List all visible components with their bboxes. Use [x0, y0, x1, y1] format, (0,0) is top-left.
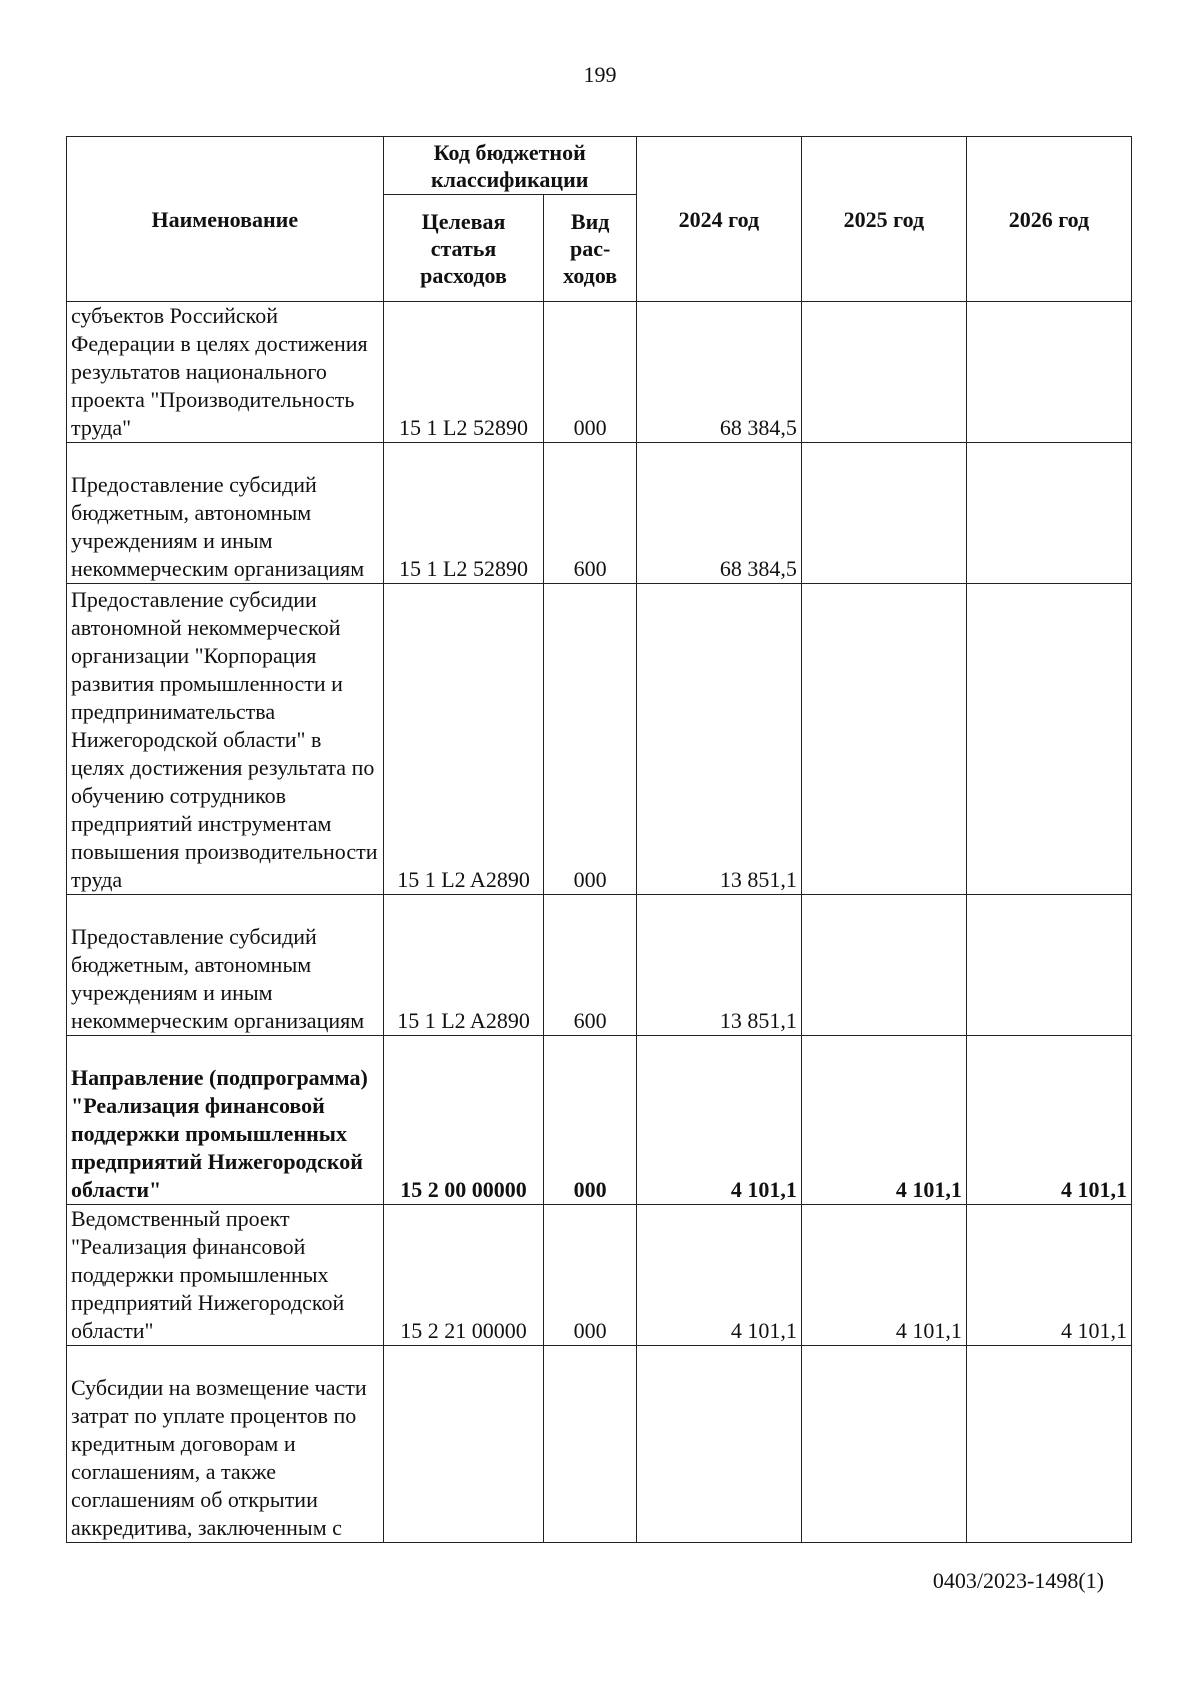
row-vid: 000 — [544, 302, 636, 443]
budget-table — [66, 136, 1132, 1543]
row-vid — [544, 1346, 636, 1543]
table-row — [67, 1205, 1132, 1346]
row-code — [383, 1346, 544, 1543]
row-2024 — [636, 1346, 801, 1543]
table-row — [67, 302, 1132, 443]
row-2025 — [801, 443, 966, 584]
row-vid: 000 — [544, 584, 636, 895]
row-2026: 4 101,1 — [966, 1036, 1131, 1205]
row-code: 15 1 L2 A2890 — [383, 584, 544, 895]
row-2024: 68 384,5 — [636, 443, 801, 584]
row-vid: 600 — [544, 443, 636, 584]
row-vid: 600 — [544, 895, 636, 1036]
document-code: 0403/2023-1498(1) — [932, 1568, 1104, 1593]
row-2026 — [966, 1346, 1131, 1543]
table-row — [67, 584, 1132, 895]
header-target-article: Целевая статья расходов — [383, 195, 544, 302]
row-name: Ведомственный проект "Реализация финансовой поддержки промышленных предприятий Нижегородской области" — [67, 1205, 384, 1346]
row-2025 — [801, 302, 966, 443]
row-2026 — [966, 443, 1131, 584]
row-vid: 000 — [544, 1205, 636, 1346]
header-2024: 2024 год — [636, 137, 801, 302]
row-name: Направление (подпрограмма) "Реализация финансовой поддержки промышленных предприятий Нижегородской области" — [67, 1036, 384, 1205]
row-2026 — [966, 302, 1131, 443]
row-2024: 13 851,1 — [636, 584, 801, 895]
row-code: 15 2 00 00000 — [383, 1036, 544, 1205]
row-2026 — [966, 584, 1131, 895]
row-name: Предоставление субсидий бюджетным, автономным учреждениям и иным некоммерческим организациям — [67, 895, 384, 1036]
row-2025 — [801, 895, 966, 1036]
row-name: Предоставление субсидий бюджетным, автономным учреждениям и иным некоммерческим организациям — [67, 443, 384, 584]
row-2026 — [966, 895, 1131, 1036]
header-code-group: Код бюджетной классификации — [383, 137, 636, 195]
row-vid: 000 — [544, 1036, 636, 1205]
header-2025: 2025 год — [801, 137, 966, 302]
table-row — [67, 1036, 1132, 1205]
row-code: 15 1 L2 A2890 — [383, 895, 544, 1036]
row-2025: 4 101,1 — [801, 1205, 966, 1346]
table-row — [67, 895, 1132, 1036]
row-2024: 68 384,5 — [636, 302, 801, 443]
row-2024: 4 101,1 — [636, 1036, 801, 1205]
row-2024: 4 101,1 — [636, 1205, 801, 1346]
row-code: 15 2 21 00000 — [383, 1205, 544, 1346]
table-row — [67, 443, 1132, 584]
row-name: субъектов Российской Федерации в целях достижения результатов национального проекта "Производительность труда" — [67, 302, 384, 443]
row-name: Субсидии на возмещение части затрат по уплате процентов по кредитным договорам и соглашениям, а также соглашениям об открытии аккредитива, заключенным с — [67, 1346, 384, 1543]
row-2025 — [801, 1346, 966, 1543]
page-number: 199 — [583, 62, 617, 87]
header-expense-type: Вид рас-ходов — [544, 195, 636, 302]
row-name: Предоставление субсидии автономной некоммерческой организации "Корпорация развития промышленности и предпринимательства Нижегородской области" в целях достижения результата по обучению сотрудников предприятий инструментам повышения производительности труда — [67, 584, 384, 895]
row-2026: 4 101,1 — [966, 1205, 1131, 1346]
row-2025: 4 101,1 — [801, 1036, 966, 1205]
header-name: Наименование — [67, 137, 384, 302]
row-2024: 13 851,1 — [636, 895, 801, 1036]
row-code: 15 1 L2 52890 — [383, 443, 544, 584]
row-code: 15 1 L2 52890 — [383, 302, 544, 443]
table-row — [67, 1346, 1132, 1543]
row-2025 — [801, 584, 966, 895]
header-2026: 2026 год — [966, 137, 1131, 302]
